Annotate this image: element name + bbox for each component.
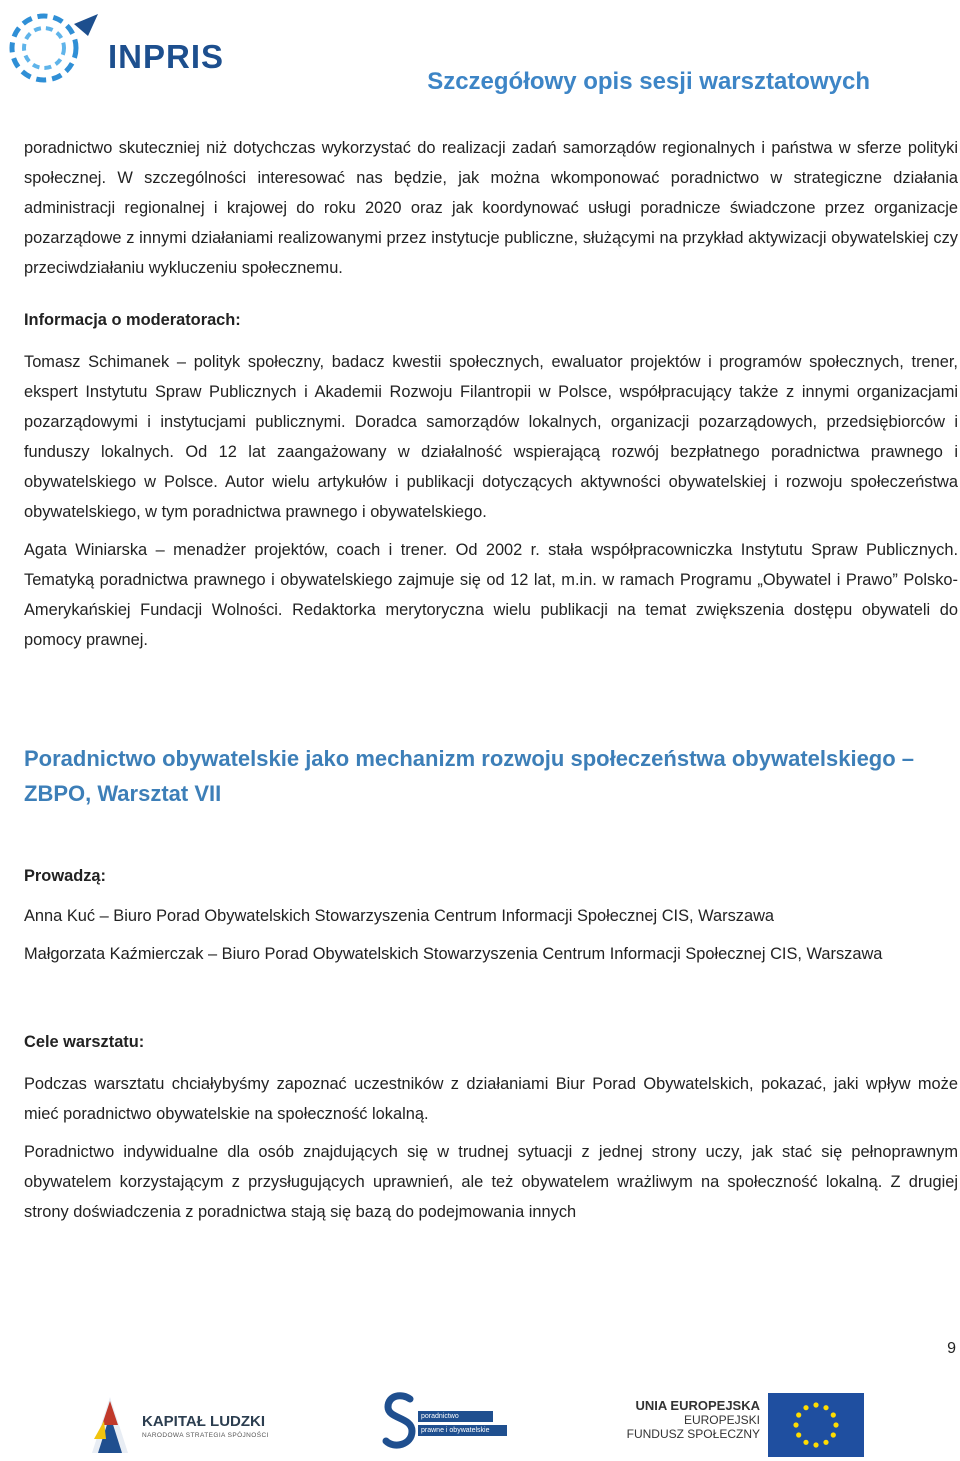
leaders-heading: Prowadzą: bbox=[24, 867, 106, 885]
inpris-logo-mark-icon bbox=[4, 6, 104, 86]
eu-flag-icon bbox=[768, 1393, 864, 1457]
moderators-heading: Informacja o moderatorach: bbox=[24, 311, 241, 329]
goals-paragraph: Podczas warsztatu chciałybyśmy zapoznać uczestników z działaniami Biur Porad Obywatelskich, pokazać, jaki wpływ może mieć poradnictwo obywatelskie na społeczność lokalną. bbox=[24, 1075, 958, 1123]
poradnictwo-logo bbox=[382, 1391, 512, 1459]
goals-paragraph: Poradnictwo indywidualne dla osób znajdujących się w trudnej sytuacji z jednej strony uczy, jak stać się pełnoprawnym obywatelem korzystającym z przysługujących uprawnień, ale też obywatelem wrażliwym na społeczność lokalną. Z drugiej strony doświadczenia z poradnictwa stają się bazą do podejmowania innych bbox=[24, 1143, 958, 1221]
section-s-icon bbox=[382, 1391, 418, 1455]
eu-line-3: FUNDUSZ SPOŁECZNY bbox=[626, 1427, 760, 1441]
eu-line-1: UNIA EUROPEJSKA bbox=[635, 1398, 760, 1413]
intro-paragraph: poradnictwo skuteczniej niż dotychczas wykorzystać do realizacji zadań samorządów regionalnych i państwa w sferze polityki społecznej. W szczególności interesować nas będzie, jak można wkomponować poradnictwo w strategiczne działania administracji regionalnej i krajowej do roku 2020 oraz jak koordynować usługi poradnicze świadczone przez organizacje pozarządowe z innymi działaniami realizowanymi przez instytucje publiczne, służącymi na przykład aktywizacji obywatelskiej czy przeciwdziałaniu wykluczeniu społecznemu. bbox=[24, 139, 958, 277]
eu-text-block bbox=[620, 1399, 760, 1441]
page-number: 9 bbox=[947, 1340, 956, 1357]
page-header bbox=[0, 0, 960, 110]
kapital-ludzki-title: KAPITAŁ LUDZKI bbox=[142, 1413, 266, 1430]
document-title: Szczegółowy opis sesji warsztatowych bbox=[427, 68, 870, 95]
leader-item: Małgorzata Kaźmierczak – Biuro Porad Obywatelskich Stowarzyszenia Centrum Informacji Społecznej CIS, Warszawa bbox=[24, 945, 883, 963]
moderator-bio-schimanek: Tomasz Schimanek – polityk społeczny, badacz kwestii społecznych, ewaluator projektów i programów społecznych, trener, ekspert Instytutu Spraw Publicznych i Akademii Rozwoju Filantropii w Polsce, współpracujący także z innymi organizacjami pozarządowymi i instytucjami publicznymi. Doradca samorządów lokalnych, organizacji pozarządowych, przedsiębiorców i funduszy lokalnych. Od 12 lat zaangażowany w działalność wspierającą rozwój bezpłatnego poradnictwa prawnego i obywatelskiego w Polsce. Autor wielu artykułów i publikacji dotyczących aktywności obywatelskiej i rozwoju społeczeństwa obywatelskiego, w tym poradnictwa prawnego i obywatelskiego. bbox=[24, 353, 958, 521]
workshop-section-title: Poradnictwo obywatelskie jako mechanizm rozwoju społeczeństwa obywatelskiego – ZBPO, Warsztat VII bbox=[24, 746, 915, 806]
kapital-ludzki-subtitle: NARODOWA STRATEGIA SPÓJNOŚCI bbox=[142, 1432, 269, 1439]
moderator-bio-winiarska: Agata Winiarska – menadżer projektów, coach i trener. Od 2002 r. stała współpracowniczka Instytutu Spraw Publicznych. Tematyką poradnictwa prawnego i obywatelskiego zajmuje się od 12 lat, m.in. w ramach Programu „Obywatel i Prawo” Polsko-Amerykańskiej Fundacji Wolności. Redaktorka merytoryczna wielu publikacji na temat zwiększenia dostępu obywateli do pomocy prawnej. bbox=[24, 541, 958, 649]
poradnictwo-label: poradnictwo bbox=[418, 1411, 493, 1422]
logo-text: INPRIS bbox=[108, 38, 225, 75]
page-footer bbox=[0, 1385, 960, 1461]
eu-line-2: EUROPEJSKI bbox=[683, 1413, 760, 1427]
poradnictwo-sublabel: prawne i obywatelskie bbox=[418, 1425, 507, 1436]
inpris-logo bbox=[4, 6, 244, 86]
kapital-ludzki-emblem-icon bbox=[84, 1395, 136, 1455]
kapital-ludzki-logo bbox=[84, 1395, 284, 1455]
page-content bbox=[24, 133, 958, 1235]
goals-heading: Cele warsztatu: bbox=[24, 1033, 145, 1051]
leader-item: Anna Kuć – Biuro Porad Obywatelskich Stowarzyszenia Centrum Informacji Społecznej CIS, Warszawa bbox=[24, 907, 775, 925]
